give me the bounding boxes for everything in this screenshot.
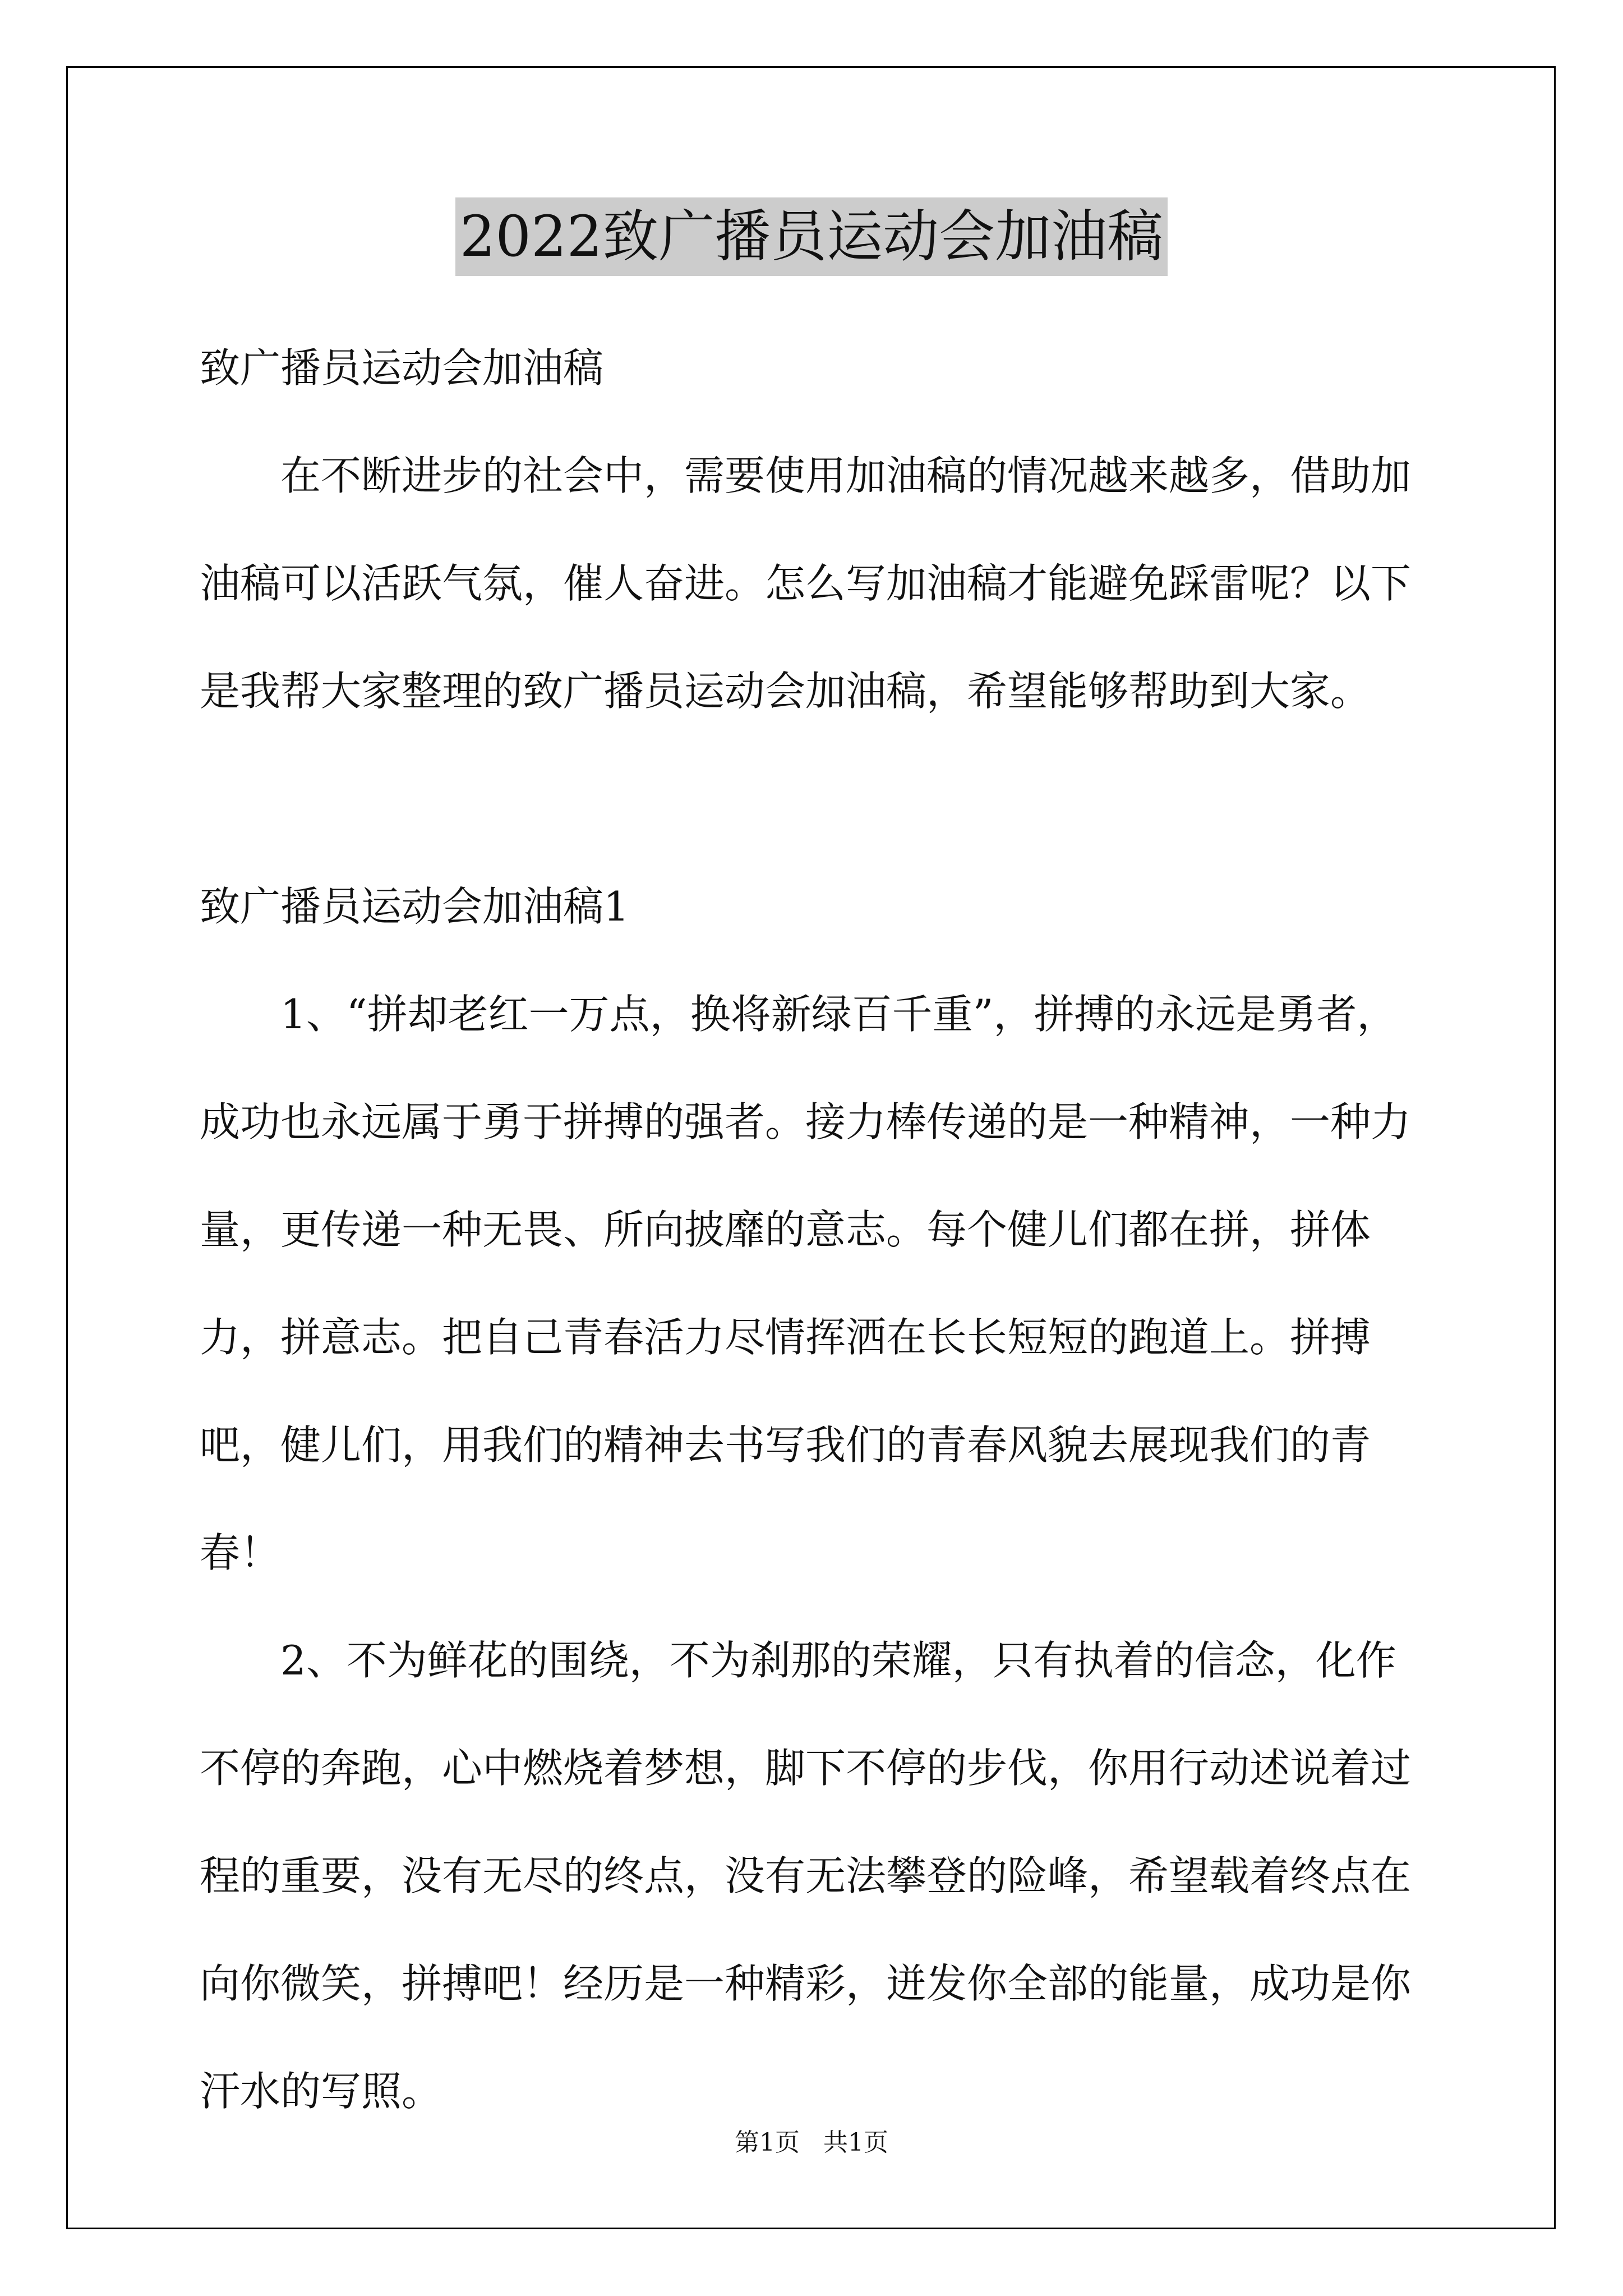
page-footer [0,2126,1623,2160]
paragraph-spacer [200,745,1433,853]
section-heading: 致广播员运动会加油稿1 [200,883,629,930]
page-number: 第1页 [735,2128,800,2157]
document-subtitle: 致广播员运动会加油稿 [200,344,604,392]
item-paragraph-1: 1、“拼却老红一万点，换将新绿百千重”，拼搏的永远是勇者，成功也永远属于勇于拼搏的强者。接力棒传递的是一种精神，一种力量，更传递一种无畏、所向披靡的意志。每个健儿们都在拼，拼体力，拼意志。把自己青春活力尽情挥洒在长长短短的跑道上。拼搏吧，健儿们，用我们的精神去书写我们的青春风貌去展现我们的青春！ [200,991,1412,1576]
intro-paragraph: 在不断进步的社会中，需要使用加油稿的情况越来越多，借助加油稿可以活跃气氛，催人奋进。怎么写加油稿才能避免踩雷呢？以下是我帮大家整理的致广播员运动会加油稿，希望能够帮助到大家。 [200,452,1412,715]
title-container [0,197,1623,276]
page-total: 共1页 [823,2128,888,2157]
document-title: 2022致广播员运动会加油稿 [455,197,1168,276]
item-paragraph-2: 2、不为鲜花的围绕，不为刹那的荣耀，只有执着的信念，化作不停的奔跑，心中燃烧着梦想，脚下不停的步伐，你用行动述说着过程的重要，没有无尽的终点，没有无法攀登的险峰，希望载着终点在向你微笑，拼搏吧！经历是一种精彩，迸发你全部的能量，成功是你汗水的写照。 [200,1637,1412,2115]
document-body [200,314,1433,2145]
